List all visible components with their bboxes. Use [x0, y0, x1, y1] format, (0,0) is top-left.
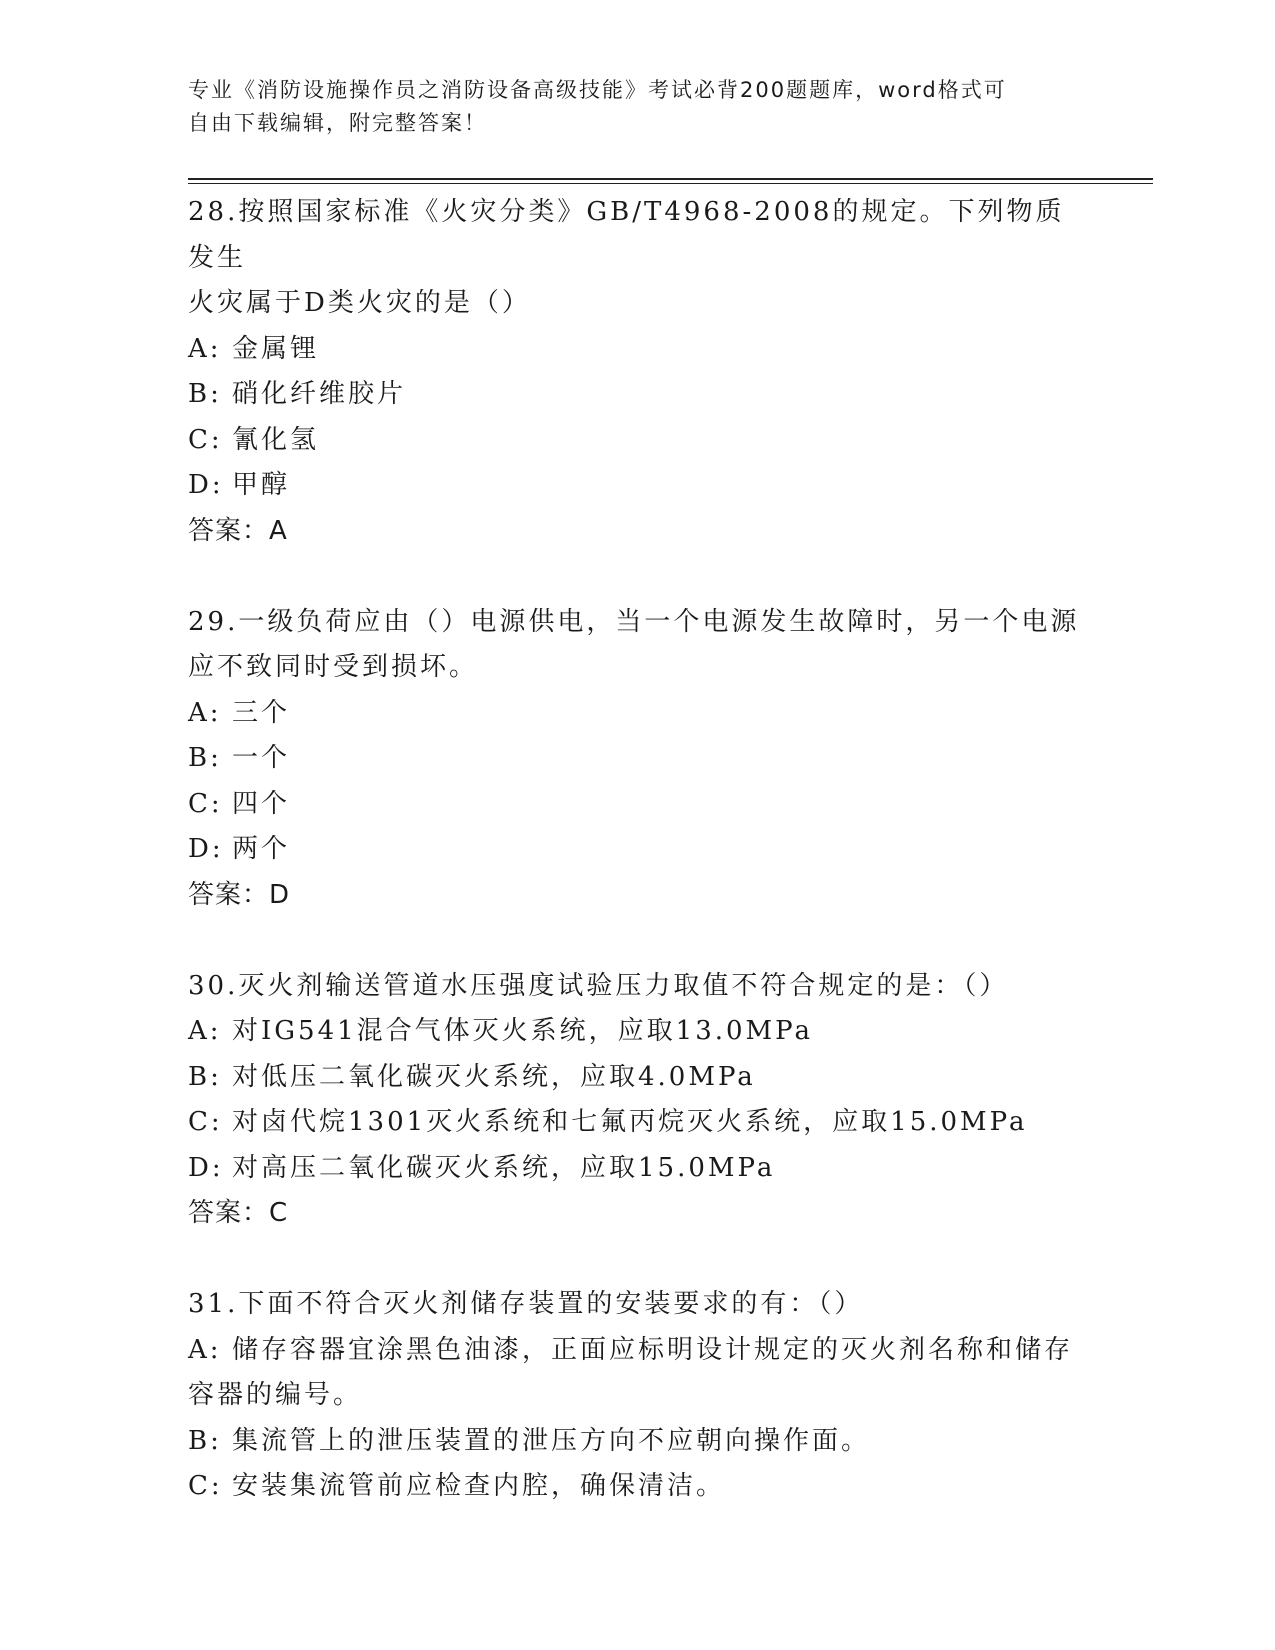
option-text: 对低压二氧化碳灭火系统，应取4.0MPa	[232, 1061, 756, 1092]
document-header	[188, 74, 1068, 140]
option-b	[188, 1419, 1088, 1465]
option-c	[188, 782, 1088, 828]
option-key: D:	[188, 470, 224, 500]
option-key: B:	[188, 379, 222, 409]
question-list	[188, 190, 1088, 1510]
option-key: C:	[188, 1471, 223, 1501]
spacer	[188, 918, 1088, 964]
option-a	[188, 327, 1088, 373]
option-a-continued: 容器的编号。	[188, 1380, 363, 1410]
option-text: 对IG541混合气体灭火系统，应取13.0MPa	[232, 1016, 814, 1046]
option-key: C:	[188, 788, 223, 819]
option-text: 储存容器宜涂黑色油漆，正面应标明设计规定的灭火剂名称和储存	[232, 1334, 1074, 1365]
question-29	[188, 600, 1088, 919]
option-c	[188, 1464, 1088, 1510]
header-line-2: 自由下载编辑，附完整答案！	[188, 111, 487, 135]
option-key: C:	[188, 1107, 223, 1137]
option-key: A:	[188, 333, 222, 364]
question-30	[188, 964, 1088, 1237]
header-divider-thin	[188, 183, 1153, 184]
option-text: 甲醇	[232, 470, 291, 500]
answer-line: 答案：C	[188, 1198, 289, 1228]
option-text: 金属锂	[232, 333, 320, 364]
question-stem-line: 29.一级负荷应由（）电源供电，当一个电源发生故障时，另一个电源	[188, 606, 1080, 637]
question-stem-line: 应不致同时受到损坏。	[188, 652, 479, 682]
option-d	[188, 463, 1088, 509]
option-key: B:	[188, 743, 222, 773]
option-c	[188, 1100, 1088, 1146]
option-d	[188, 827, 1088, 873]
option-text: 对卤代烷1301灭火系统和七氟丙烷灭火系统，应取15.0MPa	[232, 1107, 1028, 1137]
option-key: B:	[188, 1061, 222, 1092]
header-divider-thick	[188, 178, 1153, 180]
answer-line: 答案：A	[188, 515, 288, 546]
option-b	[188, 736, 1088, 782]
option-text: 一个	[232, 743, 291, 773]
option-b	[188, 1055, 1088, 1101]
question-stem-line: 火灾属于D类火灾的是（）	[188, 288, 531, 318]
option-text: 氰化氢	[232, 424, 320, 455]
option-b	[188, 372, 1088, 418]
question-stem-line: 30.灭火剂输送管道水压强度试验压力取值不符合规定的是：（）	[188, 970, 1009, 1001]
spacer	[188, 554, 1088, 600]
option-key: A:	[188, 1334, 222, 1365]
option-text: 四个	[232, 788, 291, 819]
spacer	[188, 1237, 1088, 1283]
option-key: B:	[188, 1425, 222, 1456]
answer-line: 答案：D	[188, 879, 291, 910]
option-text: 安装集流管前应检查内腔，确保清洁。	[232, 1471, 726, 1501]
option-key: A:	[188, 1016, 222, 1046]
option-text: 两个	[232, 834, 291, 864]
option-text: 硝化纤维胶片	[232, 379, 407, 409]
option-key: A:	[188, 697, 222, 728]
option-text: 三个	[232, 697, 291, 728]
option-key: D:	[188, 1152, 224, 1183]
question-stem-line: 31.下面不符合灭火剂储存装置的安装要求的有：（）	[188, 1289, 864, 1319]
option-a	[188, 691, 1088, 737]
option-text: 集流管上的泄压装置的泄压方向不应朝向操作面。	[232, 1425, 871, 1456]
option-key: D:	[188, 834, 224, 864]
option-a	[188, 1328, 1088, 1374]
question-28	[188, 190, 1088, 554]
question-stem-line: 28.按照国家标准《火灾分类》GB/T4968-2008的规定。下列物质发生	[188, 197, 1065, 273]
question-31	[188, 1282, 1088, 1510]
option-c	[188, 418, 1088, 464]
option-text: 对高压二氧化碳灭火系统，应取15.0MPa	[232, 1152, 776, 1183]
option-key: C:	[188, 424, 223, 455]
option-d	[188, 1146, 1088, 1192]
option-a	[188, 1009, 1088, 1055]
header-line-1: 专业《消防设施操作员之消防设备高级技能》考试必背200题题库，word格式可	[188, 78, 1007, 102]
